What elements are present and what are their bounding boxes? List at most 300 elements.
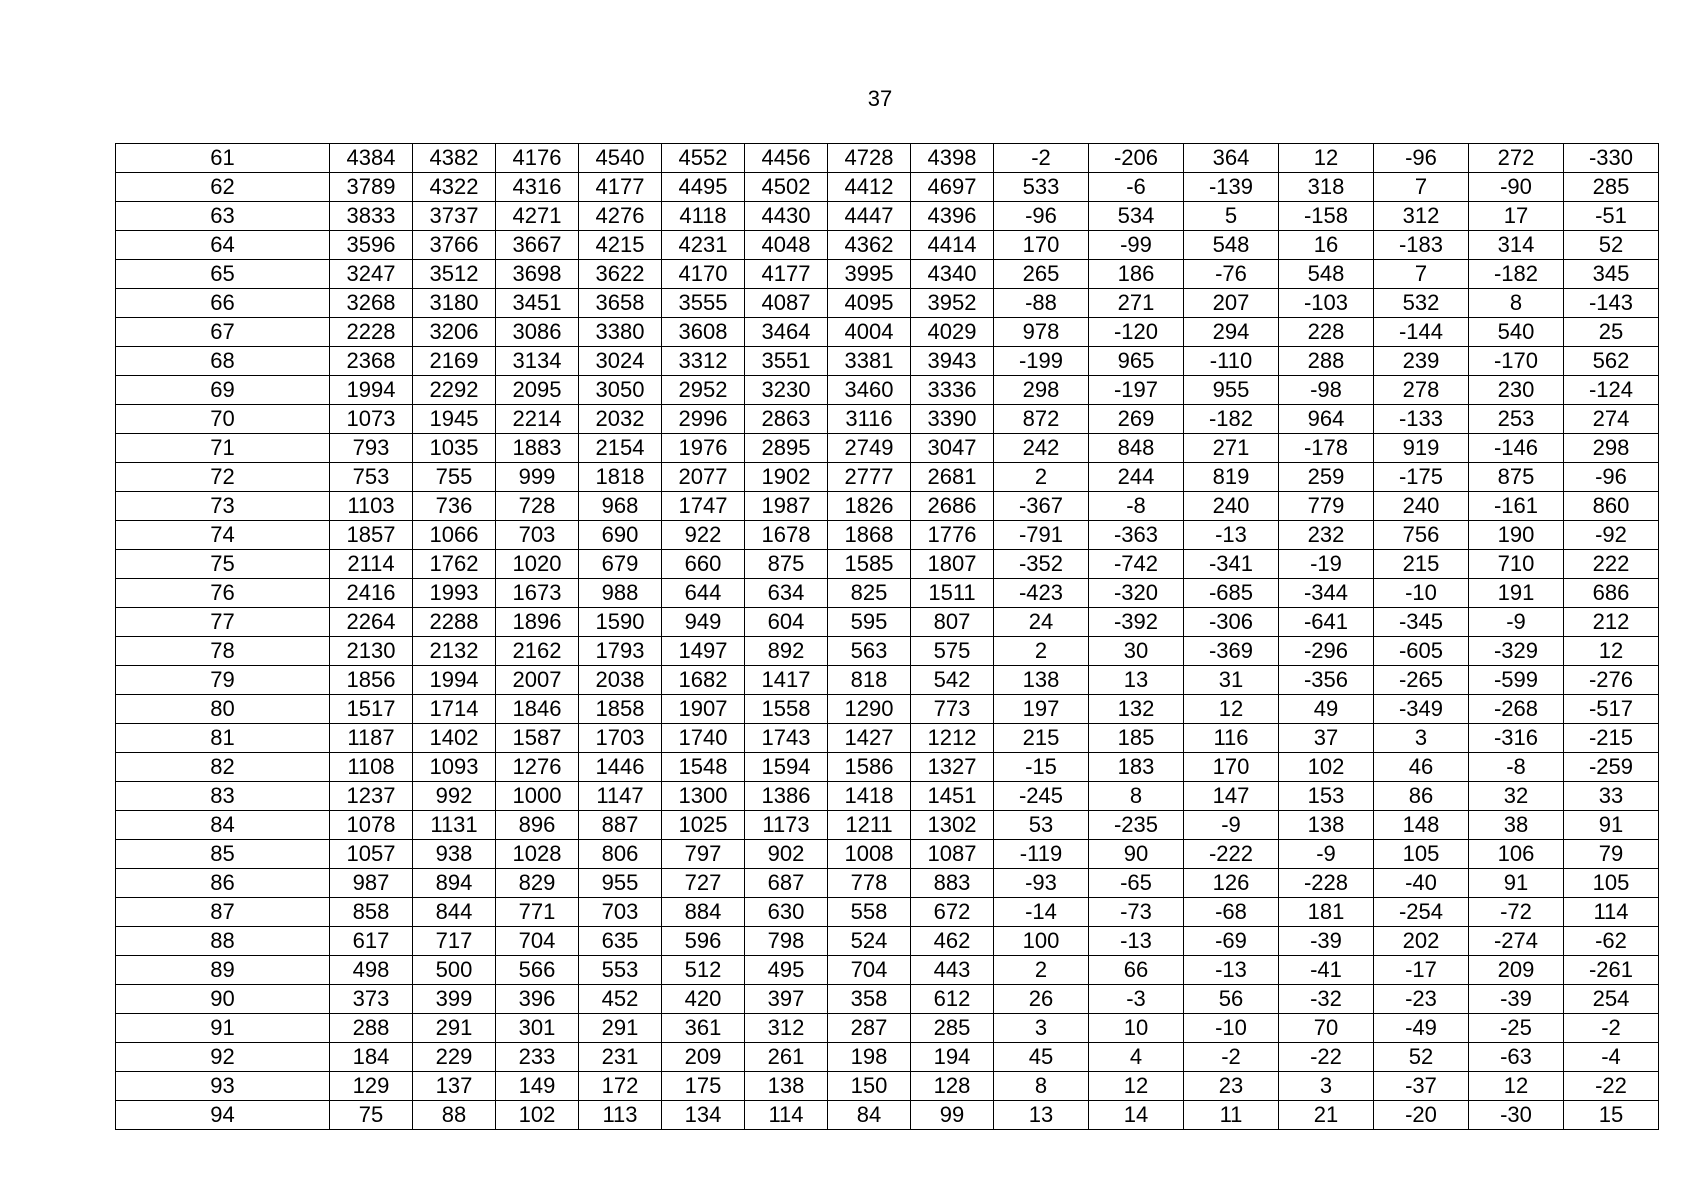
table-cell: -19	[1279, 550, 1374, 579]
table-cell: 202	[1374, 927, 1469, 956]
table-cell: 1868	[828, 521, 911, 550]
table-cell: 3555	[662, 289, 745, 318]
table-cell: 756	[1374, 521, 1469, 550]
row-label-cell: 94	[116, 1101, 330, 1130]
table-cell: 100	[994, 927, 1089, 956]
table-cell: 88	[413, 1101, 496, 1130]
table-cell: 2038	[579, 666, 662, 695]
table-cell: 3952	[911, 289, 994, 318]
table-cell: 1008	[828, 840, 911, 869]
table-cell: 2952	[662, 376, 745, 405]
table-cell: -356	[1279, 666, 1374, 695]
table-cell: 1173	[745, 811, 828, 840]
table-cell: 397	[745, 985, 828, 1014]
table-cell: 884	[662, 898, 745, 927]
table-cell: 728	[496, 492, 579, 521]
table-cell: 1108	[330, 753, 413, 782]
table-cell: 4430	[745, 202, 828, 231]
table-row	[116, 521, 1659, 550]
table-cell: 2	[994, 637, 1089, 666]
table-cell: 32	[1469, 782, 1564, 811]
row-label-cell: 69	[116, 376, 330, 405]
table-cell: 1976	[662, 434, 745, 463]
table-cell: 345	[1564, 260, 1659, 289]
table-cell: 1703	[579, 724, 662, 753]
row-label-cell: 64	[116, 231, 330, 260]
table-cell: 285	[911, 1014, 994, 1043]
table-cell: 272	[1469, 144, 1564, 173]
table-cell: 3658	[579, 289, 662, 318]
table-cell: 75	[330, 1101, 413, 1130]
table-body	[116, 144, 1659, 1130]
table-cell: 4048	[745, 231, 828, 260]
table-cell: 1857	[330, 521, 413, 550]
table-cell: 288	[330, 1014, 413, 1043]
table-cell: -197	[1089, 376, 1184, 405]
table-cell: 207	[1184, 289, 1279, 318]
table-cell: 113	[579, 1101, 662, 1130]
table-cell: 102	[496, 1101, 579, 1130]
table-cell: 52	[1564, 231, 1659, 260]
table-cell: 4552	[662, 144, 745, 173]
table-cell: 4322	[413, 173, 496, 202]
table-cell: 138	[1279, 811, 1374, 840]
table-cell: -685	[1184, 579, 1279, 608]
row-label-cell: 71	[116, 434, 330, 463]
table-cell: 52	[1374, 1043, 1469, 1072]
table-cell: 1585	[828, 550, 911, 579]
table-cell: 3737	[413, 202, 496, 231]
table-cell: 1073	[330, 405, 413, 434]
table-cell: 922	[662, 521, 745, 550]
table-cell: 91	[1469, 869, 1564, 898]
table-cell: 1594	[745, 753, 828, 782]
table-cell: 887	[579, 811, 662, 840]
table-cell: 287	[828, 1014, 911, 1043]
table-cell: 314	[1469, 231, 1564, 260]
table-cell: 1807	[911, 550, 994, 579]
table-cell: 1147	[579, 782, 662, 811]
table-cell: 3206	[413, 318, 496, 347]
table-cell: -320	[1089, 579, 1184, 608]
table-cell: -268	[1469, 695, 1564, 724]
table-cell: -32	[1279, 985, 1374, 1014]
table-cell: -96	[1374, 144, 1469, 173]
table-row	[116, 231, 1659, 260]
table-cell: 548	[1279, 260, 1374, 289]
table-row	[116, 434, 1659, 463]
table-cell: 3789	[330, 173, 413, 202]
table-cell: 1673	[496, 579, 579, 608]
table-cell: 902	[745, 840, 828, 869]
table-cell: 11	[1184, 1101, 1279, 1130]
table-cell: -99	[1089, 231, 1184, 260]
table-cell: 4177	[579, 173, 662, 202]
table-cell: 12	[1564, 637, 1659, 666]
table-cell: -363	[1089, 521, 1184, 550]
table-cell: 704	[496, 927, 579, 956]
table-cell: 3086	[496, 318, 579, 347]
table-cell: 806	[579, 840, 662, 869]
table-cell: 896	[496, 811, 579, 840]
table-cell: -158	[1279, 202, 1374, 231]
table-cell: 116	[1184, 724, 1279, 753]
table-cell: 1511	[911, 579, 994, 608]
table-cell: 644	[662, 579, 745, 608]
table-cell: 2077	[662, 463, 745, 492]
row-label-cell: 75	[116, 550, 330, 579]
table-cell: 1078	[330, 811, 413, 840]
table-cell: 79	[1564, 840, 1659, 869]
table-cell: 1818	[579, 463, 662, 492]
table-cell: 1993	[413, 579, 496, 608]
table-cell: 1417	[745, 666, 828, 695]
table-cell: 2228	[330, 318, 413, 347]
table-cell: 3460	[828, 376, 911, 405]
table-cell: 3312	[662, 347, 745, 376]
table-cell: 49	[1279, 695, 1374, 724]
table-cell: -120	[1089, 318, 1184, 347]
table-cell: -161	[1469, 492, 1564, 521]
table-cell: 3766	[413, 231, 496, 260]
table-cell: 4384	[330, 144, 413, 173]
table-cell: 5	[1184, 202, 1279, 231]
table-cell: 3116	[828, 405, 911, 434]
table-cell: -73	[1089, 898, 1184, 927]
table-cell: 3050	[579, 376, 662, 405]
table-cell: 4276	[579, 202, 662, 231]
table-cell: 818	[828, 666, 911, 695]
table-cell: 1517	[330, 695, 413, 724]
table-cell: 2292	[413, 376, 496, 405]
table-cell: 1418	[828, 782, 911, 811]
table-cell: 1558	[745, 695, 828, 724]
table-cell: -170	[1469, 347, 1564, 376]
table-cell: -245	[994, 782, 1089, 811]
table-cell: 271	[1089, 289, 1184, 318]
table-cell: 3512	[413, 260, 496, 289]
table-cell: 105	[1564, 869, 1659, 898]
table-cell: -175	[1374, 463, 1469, 492]
table-cell: -69	[1184, 927, 1279, 956]
table-row	[116, 144, 1659, 173]
table-cell: 10	[1089, 1014, 1184, 1043]
page-number: 37	[867, 86, 893, 111]
table-cell: 2264	[330, 608, 413, 637]
table-cell: 660	[662, 550, 745, 579]
table-cell: 2895	[745, 434, 828, 463]
table-cell: 753	[330, 463, 413, 492]
table-cell: -40	[1374, 869, 1469, 898]
table-cell: -144	[1374, 318, 1469, 347]
table-cell: 3464	[745, 318, 828, 347]
table-cell: -274	[1469, 927, 1564, 956]
table-cell: -13	[1184, 521, 1279, 550]
table-cell: 548	[1184, 231, 1279, 260]
table-row	[116, 492, 1659, 521]
table-cell: 4396	[911, 202, 994, 231]
table-cell: 1856	[330, 666, 413, 695]
table-cell: 8	[1469, 289, 1564, 318]
table-cell: 8	[1089, 782, 1184, 811]
table-cell: 798	[745, 927, 828, 956]
table-cell: -742	[1089, 550, 1184, 579]
table-cell: -182	[1184, 405, 1279, 434]
table-cell: 31	[1184, 666, 1279, 695]
table-cell: 137	[413, 1072, 496, 1101]
row-label-cell: 67	[116, 318, 330, 347]
table-cell: 53	[994, 811, 1089, 840]
table-cell: 2	[994, 463, 1089, 492]
table-cell: 1000	[496, 782, 579, 811]
row-label-cell: 74	[116, 521, 330, 550]
table-cell: -143	[1564, 289, 1659, 318]
table-cell: -352	[994, 550, 1089, 579]
table-cell: 1300	[662, 782, 745, 811]
table-cell: 949	[662, 608, 745, 637]
row-label-cell: 62	[116, 173, 330, 202]
table-cell: 3	[994, 1014, 1089, 1043]
table-cell: 4456	[745, 144, 828, 173]
table-cell: -14	[994, 898, 1089, 927]
table-cell: -235	[1089, 811, 1184, 840]
table-cell: 2154	[579, 434, 662, 463]
table-cell: 269	[1089, 405, 1184, 434]
table-cell: 4540	[579, 144, 662, 173]
table-cell: 191	[1469, 579, 1564, 608]
table-cell: 114	[745, 1101, 828, 1130]
table-cell: 3596	[330, 231, 413, 260]
table-cell: 3608	[662, 318, 745, 347]
table-cell: 1020	[496, 550, 579, 579]
table-cell: 172	[579, 1072, 662, 1101]
table-cell: 291	[579, 1014, 662, 1043]
table-cell: 265	[994, 260, 1089, 289]
table-cell: 285	[1564, 173, 1659, 202]
table-cell: 566	[496, 956, 579, 985]
table-cell: 420	[662, 985, 745, 1014]
table-cell: 872	[994, 405, 1089, 434]
table-cell: 240	[1374, 492, 1469, 521]
table-cell: 829	[496, 869, 579, 898]
table-cell: 4170	[662, 260, 745, 289]
table-row	[116, 637, 1659, 666]
table-cell: 2032	[579, 405, 662, 434]
table-cell: 30	[1089, 637, 1184, 666]
table-cell: 14	[1089, 1101, 1184, 1130]
table-cell: 1714	[413, 695, 496, 724]
table-cell: 215	[1374, 550, 1469, 579]
table-cell: 399	[413, 985, 496, 1014]
table-cell: 844	[413, 898, 496, 927]
table-cell: 1907	[662, 695, 745, 724]
table-cell: -259	[1564, 753, 1659, 782]
table-cell: 703	[579, 898, 662, 927]
table-cell: 563	[828, 637, 911, 666]
table-cell: -139	[1184, 173, 1279, 202]
table-cell: 1386	[745, 782, 828, 811]
table-cell: 819	[1184, 463, 1279, 492]
table-cell: 3381	[828, 347, 911, 376]
table-cell: 987	[330, 869, 413, 898]
table-cell: 228	[1279, 318, 1374, 347]
table-cell: 1446	[579, 753, 662, 782]
table-cell: 4382	[413, 144, 496, 173]
table-cell: -25	[1469, 1014, 1564, 1043]
table-cell: 23	[1184, 1072, 1279, 1101]
table-cell: 4316	[496, 173, 579, 202]
table-cell: -62	[1564, 927, 1659, 956]
table-cell: -6	[1089, 173, 1184, 202]
table-cell: 919	[1374, 434, 1469, 463]
table-cell: 4412	[828, 173, 911, 202]
row-label-cell: 72	[116, 463, 330, 492]
table-cell: 198	[828, 1043, 911, 1072]
table-cell: 298	[994, 376, 1089, 405]
table-cell: 1740	[662, 724, 745, 753]
row-label-cell: 81	[116, 724, 330, 753]
row-label-cell: 90	[116, 985, 330, 1014]
table-cell: 21	[1279, 1101, 1374, 1130]
table-cell: 1987	[745, 492, 828, 521]
table-cell: 3336	[911, 376, 994, 405]
table-cell: 298	[1564, 434, 1659, 463]
table-cell: 7	[1374, 260, 1469, 289]
table-cell: 1028	[496, 840, 579, 869]
table-cell: -261	[1564, 956, 1659, 985]
table-cell: 825	[828, 579, 911, 608]
table-cell: -17	[1374, 956, 1469, 985]
table-cell: 170	[1184, 753, 1279, 782]
table-row	[116, 376, 1659, 405]
table-cell: 128	[911, 1072, 994, 1101]
table-cell: 134	[662, 1101, 745, 1130]
table-cell: 727	[662, 869, 745, 898]
table-row	[116, 811, 1659, 840]
table-cell: -306	[1184, 608, 1279, 637]
table-cell: 988	[579, 579, 662, 608]
table-cell: 153	[1279, 782, 1374, 811]
table-cell: -9	[1469, 608, 1564, 637]
table-cell: 524	[828, 927, 911, 956]
table-cell: 540	[1469, 318, 1564, 347]
table-cell: 278	[1374, 376, 1469, 405]
table-cell: 99	[911, 1101, 994, 1130]
row-label-cell: 79	[116, 666, 330, 695]
table-cell: 704	[828, 956, 911, 985]
table-row	[116, 753, 1659, 782]
table-cell: 222	[1564, 550, 1659, 579]
table-cell: -182	[1469, 260, 1564, 289]
table-cell: 26	[994, 985, 1089, 1014]
table-cell: 1678	[745, 521, 828, 550]
row-label-cell: 63	[116, 202, 330, 231]
table-cell: 534	[1089, 202, 1184, 231]
table-row	[116, 318, 1659, 347]
table-cell: 312	[745, 1014, 828, 1043]
table-cell: -124	[1564, 376, 1659, 405]
table-row	[116, 1014, 1659, 1043]
table-cell: -296	[1279, 637, 1374, 666]
table-cell: 2416	[330, 579, 413, 608]
table-cell: 797	[662, 840, 745, 869]
table-cell: -330	[1564, 144, 1659, 173]
table-cell: 1057	[330, 840, 413, 869]
row-label-cell: 88	[116, 927, 330, 956]
table-cell: 3230	[745, 376, 828, 405]
table-cell: 978	[994, 318, 1089, 347]
table-cell: 361	[662, 1014, 745, 1043]
table-cell: 114	[1564, 898, 1659, 927]
row-label-cell: 77	[116, 608, 330, 637]
table-cell: 3667	[496, 231, 579, 260]
table-cell: 575	[911, 637, 994, 666]
table-cell: 4414	[911, 231, 994, 260]
table-cell: -392	[1089, 608, 1184, 637]
table-cell: 239	[1374, 347, 1469, 376]
table-cell: 175	[662, 1072, 745, 1101]
table-cell: 170	[994, 231, 1089, 260]
table-cell: -2	[994, 144, 1089, 173]
table-cell: 4004	[828, 318, 911, 347]
table-cell: 126	[1184, 869, 1279, 898]
table-cell: -49	[1374, 1014, 1469, 1043]
table-cell: 148	[1374, 811, 1469, 840]
row-label-cell: 84	[116, 811, 330, 840]
table-row	[116, 840, 1659, 869]
table-cell: -8	[1469, 753, 1564, 782]
table-cell: 452	[579, 985, 662, 1014]
table-cell: 1776	[911, 521, 994, 550]
table-cell: 4728	[828, 144, 911, 173]
table-cell: 4495	[662, 173, 745, 202]
table-cell: -183	[1374, 231, 1469, 260]
row-label-cell: 76	[116, 579, 330, 608]
table-cell: -10	[1184, 1014, 1279, 1043]
table-cell: 1035	[413, 434, 496, 463]
table-cell: -72	[1469, 898, 1564, 927]
table-cell: -68	[1184, 898, 1279, 927]
table-cell: 3380	[579, 318, 662, 347]
table-cell: 233	[496, 1043, 579, 1072]
table-cell: 274	[1564, 405, 1659, 434]
table-cell: 105	[1374, 840, 1469, 869]
table-cell: 778	[828, 869, 911, 898]
table-cell: -344	[1279, 579, 1374, 608]
table-cell: -93	[994, 869, 1089, 898]
table-row	[116, 579, 1659, 608]
table-cell: 45	[994, 1043, 1089, 1072]
table-cell: 86	[1374, 782, 1469, 811]
table-cell: 212	[1564, 608, 1659, 637]
table-cell: -88	[994, 289, 1089, 318]
data-table	[115, 143, 1659, 1130]
table-cell: -51	[1564, 202, 1659, 231]
table-cell: 875	[1469, 463, 1564, 492]
table-cell: 56	[1184, 985, 1279, 1014]
table-cell: 3451	[496, 289, 579, 318]
table-cell: -41	[1279, 956, 1374, 985]
table-cell: -119	[994, 840, 1089, 869]
table-cell: 240	[1184, 492, 1279, 521]
table-cell: 1302	[911, 811, 994, 840]
table-cell: 4029	[911, 318, 994, 347]
table-row	[116, 927, 1659, 956]
table-cell: 955	[579, 869, 662, 898]
table-cell: 1883	[496, 434, 579, 463]
table-cell: 1402	[413, 724, 496, 753]
table-cell: -23	[1374, 985, 1469, 1014]
